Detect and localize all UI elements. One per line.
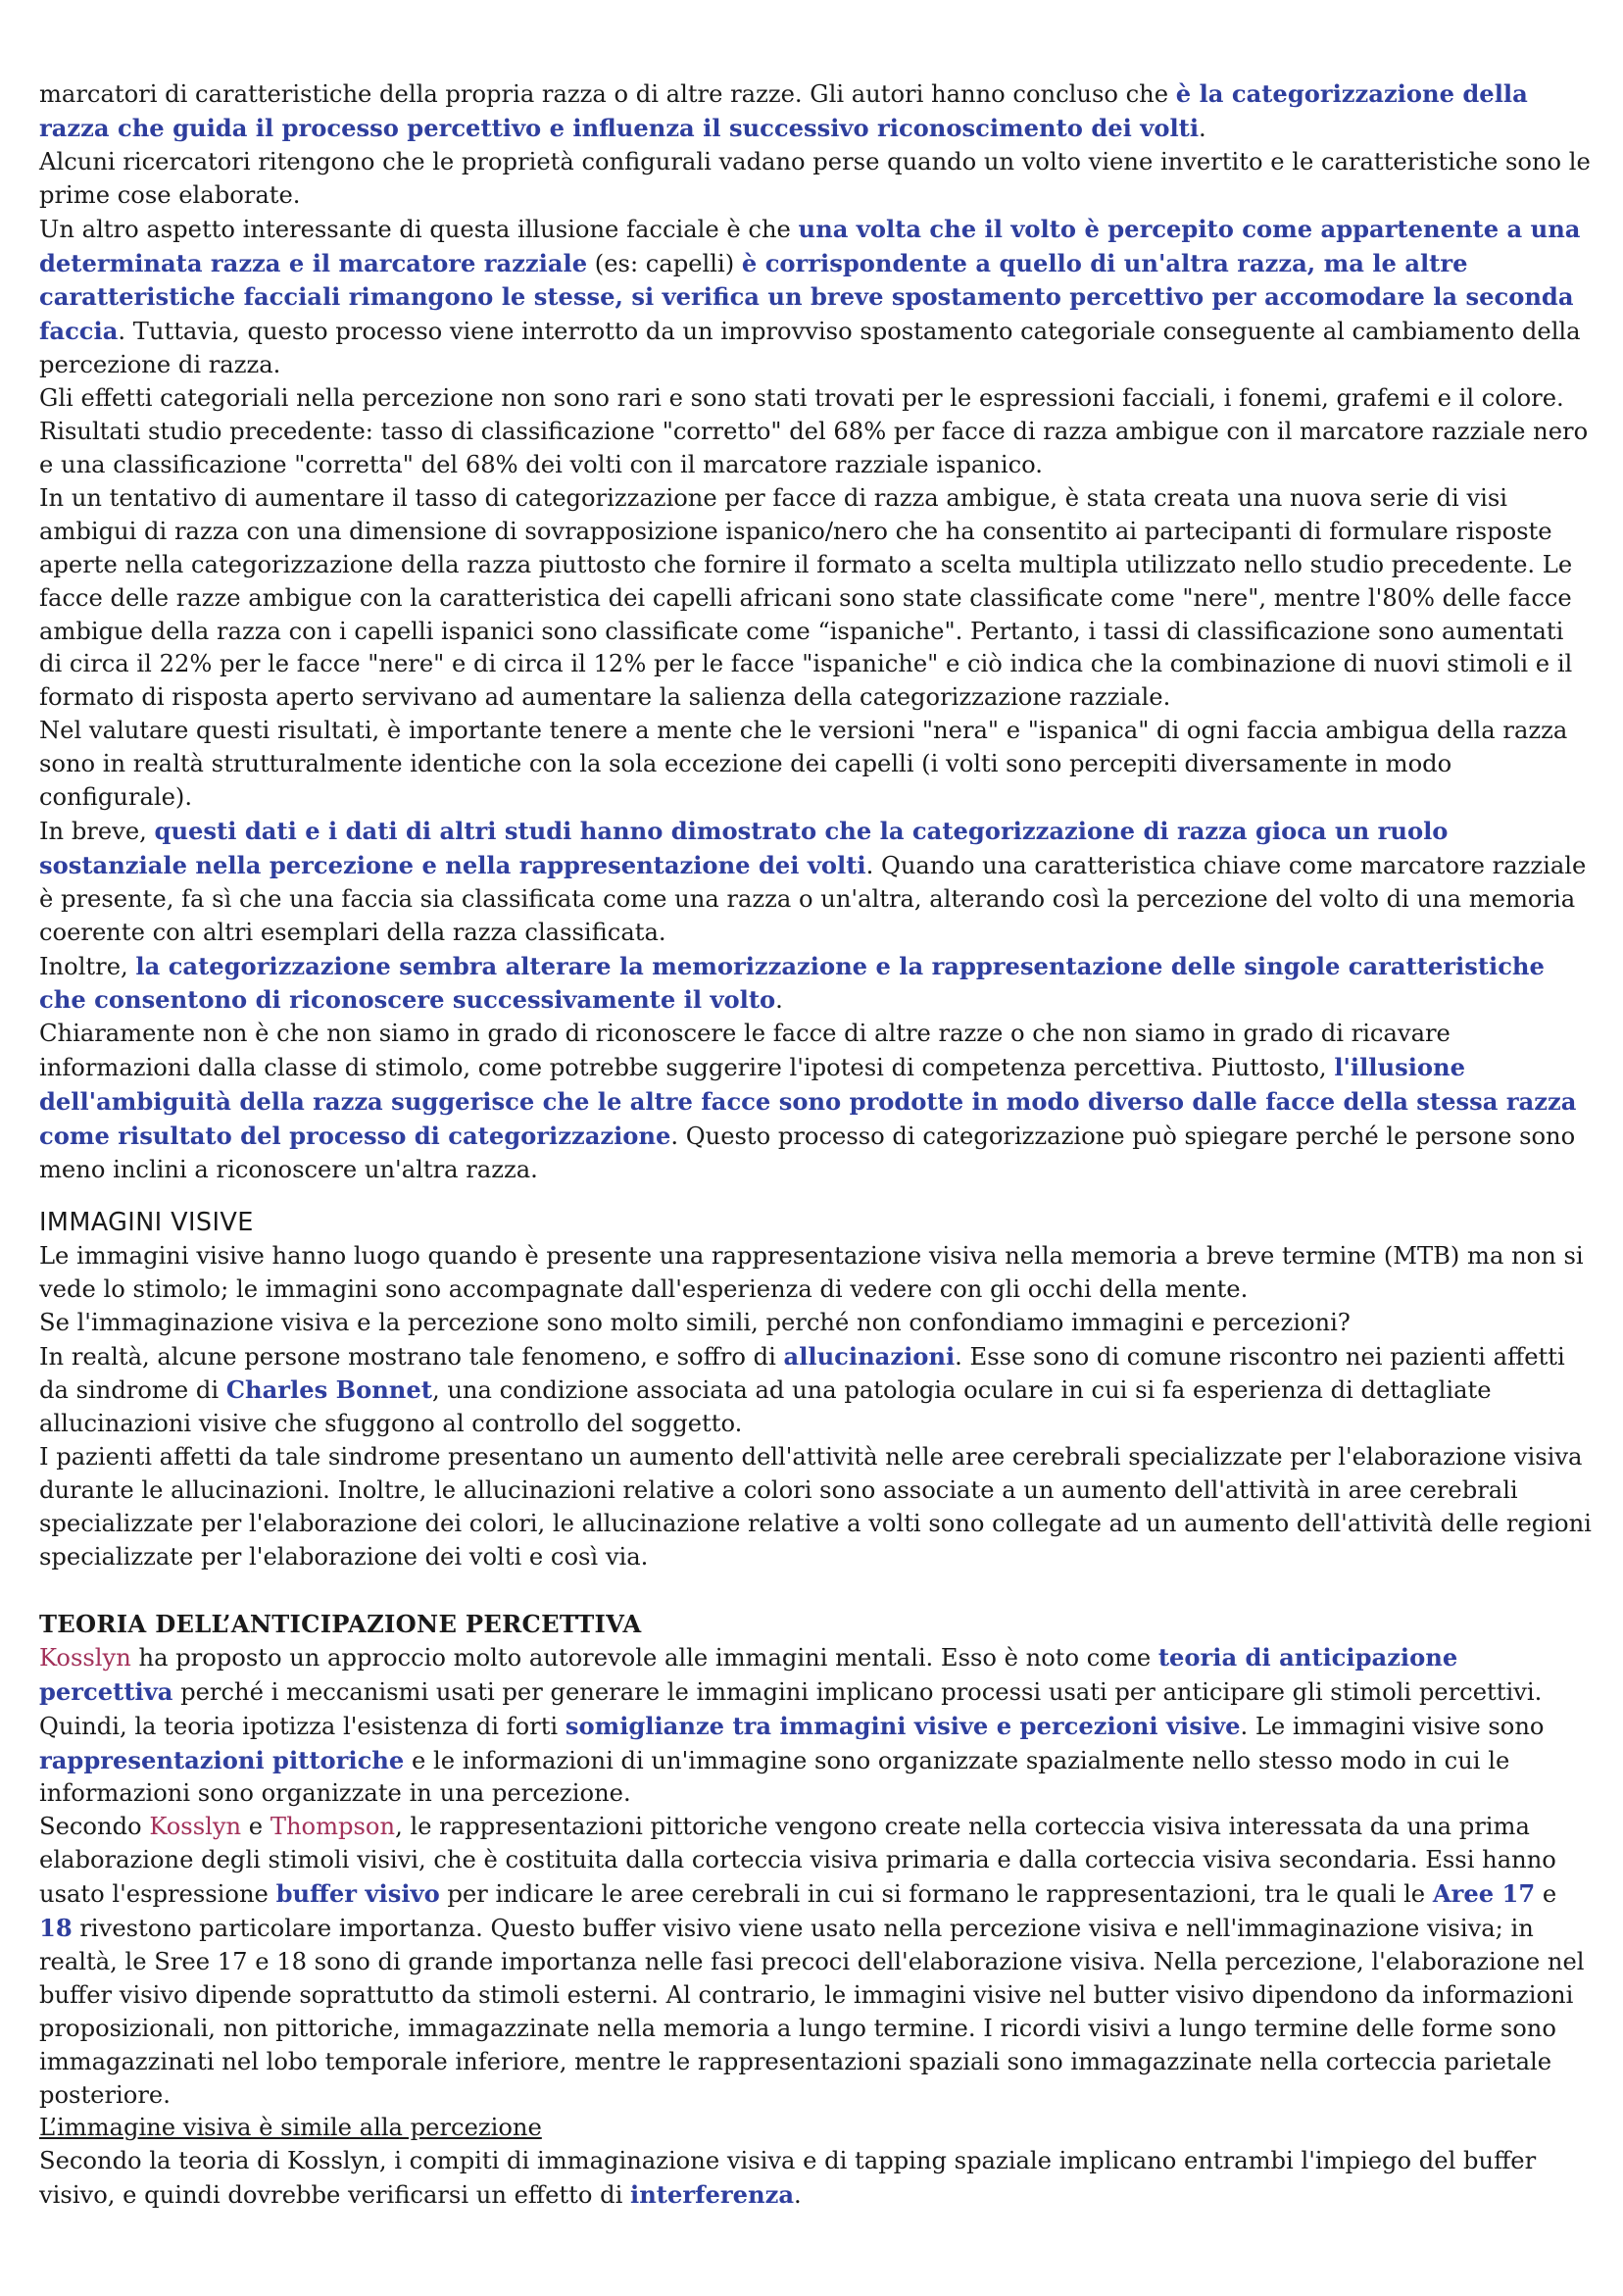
emphasis: è corrispondente a quello di un'altra razza, ma le altre caratteristiche facciali rimangono le stesse, si verifica un breve spostamento percettivo per accomodare la seconda faccia xyxy=(39,248,1574,346)
paragraph: I pazienti affetti da tale sindrome presentano un aumento dell'attività nelle aree cerebrali specializzate per l'elaborazione visiva durante le allucinazioni. Inoltre, le allucinazioni relative a colori sono associate a un aumento dell'attività in aree cerebrali specializzate per l'elaborazione dei colori, le allucinazione relative a volti sono collegate ad un aumento dell'attività delle regioni specializzate per l'elaborazione dei volti e così via. xyxy=(39,1443,1592,1571)
subheading-underlined: L’immagine visiva è simile alla percezione xyxy=(39,2114,542,2142)
document-body xyxy=(39,77,1594,2213)
spacer xyxy=(39,1574,1594,1608)
emphasis: buffer visivo xyxy=(275,1879,440,1909)
author-name: Kosslyn xyxy=(39,1643,131,1672)
paragraph: Kosslyn ha proposto un approccio molto autorevole alle immagini mentali. Esso è noto come teoria di anticipazione percettiva perché i meccanismi usati per generare le immagini implicano processi usati per anticipare gli stimoli percettivi. Quindi, la teoria ipotizza l'esistenza di forti somiglianze tra immagini visive e percezioni visive. Le immagini visive sono rappresentazioni pittoriche e le informazioni di un'immagine sono organizzate spazialmente nello stesso modo in cui le informazioni sono organizzate in una percezione. xyxy=(39,1642,1545,1808)
emphasis: è la categorizzazione della razza che guida il processo percettivo e influenza il successivo riconoscimento dei volti xyxy=(39,79,1528,142)
emphasis: 18 xyxy=(39,1914,73,1943)
spacer xyxy=(39,1187,1594,1207)
author-name: Kosslyn xyxy=(149,1813,242,1841)
emphasis: Aree 17 xyxy=(1432,1879,1536,1909)
emphasis: la categorizzazione sembra alterare la memorizzazione e la rappresentazione delle singole caratteristiche che consentono di riconoscere successivamente il volto xyxy=(39,951,1545,1015)
paragraph: Un altro aspetto interessante di questa illusione facciale è che una volta che il volto è percepito come appartenente a una determinata razza e il marcatore razziale (es: capelli) è corrispondente a quello di un'altra razza, ma le altre caratteristiche facciali rimangono le stesse, si verifica un breve spostamento percettivo per accomodare la seconda faccia. Tuttavia, questo processo viene interrotto da un improvviso spostamento categoriale conseguente al cambiamento della percezione di razza. xyxy=(39,214,1581,379)
paragraph: Chiaramente non è che non siamo in grado di riconoscere le facce di altre razze o che non siamo in grado di ricavare informazioni dalla classe di stimolo, come potrebbe suggerire l'ipotesi di competenza percettiva. Piuttosto, l'illusione dell'ambiguità della razza suggerisce che le altre facce sono prodotte in modo diverso dalle facce della stessa razza come risultato del processo di categorizzazione. Questo processo di categorizzazione può spiegare perché le persone sono meno inclini a riconoscere un'altra razza. xyxy=(39,1020,1577,1183)
paragraph: Secondo la teoria di Kosslyn, i compiti di immaginazione visiva e di tapping spaziale implicano entrambi l'impiego del buffer visivo, e quindi dovrebbe verificarsi un effetto di interferenza. xyxy=(39,2147,1537,2210)
emphasis: questi dati e i dati di altri studi hanno dimostrato che la categorizzazione di razza gioca un ruolo sostanziale nella percezione e nella rappresentazione dei volti xyxy=(39,816,1449,879)
paragraph: Inoltre, la categorizzazione sembra alterare la memorizzazione e la rappresentazione delle singole caratteristiche che consentono di riconoscere successivamente il volto. xyxy=(39,951,1545,1015)
paragraph: In realtà, alcune persone mostrano tale fenomeno, e soffro di allucinazioni. Esse sono di comune riscontro nei pazienti affetti da sindrome di Charles Bonnet, una condizione associata ad una patologia oculare in cui si fa esperienza di dettagliate allucinazioni visive che sfuggono al controllo del soggetto. xyxy=(39,1341,1565,1438)
paragraph: In breve, questi dati e i dati di altri studi hanno dimostrato che la categorizzazione di razza gioca un ruolo sostanziale nella percezione e nella rappresentazione dei volti. Quando una caratteristica chiave come marcatore razziale è presente, fa sì che una faccia sia classificata come una razza o un'altra, alterando così la percezione del volto di una memoria coerente con altri esemplari della razza classificata. xyxy=(39,816,1587,946)
paragraph: Risultati studio precedente: tasso di classificazione "corretto" del 68% per facce di razza ambigue con il marcatore razziale nero e una classificazione "corretta" del 68% dei volti con il marcatore razziale ispanico. xyxy=(39,418,1589,478)
emphasis: interferenza xyxy=(630,2180,795,2210)
emphasis: allucinazioni xyxy=(783,1341,956,1371)
paragraph: Nel valutare questi risultati, è importante tenere a mente che le versioni "nera" e "ispanica" di ogni faccia ambigua della razza sono in realtà strutturalmente identiche con la sola eccezione dei capelli (i volti sono percepiti diversamente in modo configurale). xyxy=(39,717,1568,812)
section-heading-immagini-visive: IMMAGINI VISIVE xyxy=(39,1207,254,1237)
paragraph: marcatori di caratteristiche della propria razza o di altre razze. Gli autori hanno concluso che è la categorizzazione della razza che guida il processo percettivo e influenza il successivo riconoscimento dei volti. xyxy=(39,79,1528,142)
author-name: Thompson xyxy=(270,1813,396,1841)
emphasis: teoria di anticipazione percettiva xyxy=(39,1642,1458,1706)
paragraph: Se l'immaginazione visiva e la percezione sono molto simili, perché non confondiamo immagini e percezioni? xyxy=(39,1308,1351,1336)
emphasis: rappresentazioni pittoriche xyxy=(39,1745,405,1774)
paragraph: Alcuni ricercatori ritengono che le proprietà configurali vadano perse quando un volto viene invertito e le caratteristiche sono le prime cose elaborate. xyxy=(39,147,1591,209)
emphasis: l'illusione dell'ambiguità della razza suggerisce che le altre facce sono prodotte in modo diverso dalle facce della stessa razza come risultato del processo di categorizzazione xyxy=(39,1053,1577,1151)
paragraph: In un tentativo di aumentare il tasso di categorizzazione per facce di razza ambigue, è stata creata una nuova serie di visi ambigui di razza con una dimensione di sovrapposizione ispanico/nero che ha consentito ai partecipanti di formulare risposte aperte nella categorizzazione della razza piuttosto che fornire il formato a scelta multipla utilizzato nello studio precedente. Le facce delle razze ambigue con la caratteristica dei capelli africani sono state classificate come "nere", mentre l'80% delle facce ambigue della razza con i capelli ispanici sono classificate come “ispaniche". Pertanto, i tassi di classificazione sono aumentati di circa il 22% per le facce "nere" e di circa il 12% per le facce "ispaniche" e ciò indica che la combinazione di nuovi stimoli e il formato di risposta aperto servivano ad aumentare la salienza della categorizzazione razziale. xyxy=(39,483,1573,712)
emphasis: una volta che il volto è percepito come appartenente a una determinata razza e il marcatore razziale xyxy=(39,214,1581,277)
emphasis: Charles Bonnet xyxy=(225,1375,432,1405)
paragraph: Secondo Kosslyn e Thompson, le rappresentazioni pittoriche vengono create nella corteccia visiva interessata da una prima elaborazione degli stimoli visivi, che è costituita dalla corteccia visiva primaria e dalla corteccia visiva secondaria. Essi hanno usato l'espressione buffer visivo per indicare le aree cerebrali in cui si formano le rappresentazioni, tra le quali le Aree 17 e 18 rivestono particolare importanza. Questo buffer visivo viene usato nella percezione visiva e nell'immaginazione visiva; in realtà, le Sree 17 e 18 sono di grande importanza nelle fasi precoci dell'elaborazione visiva. Nella percezione, l'elaborazione nel buffer visivo dipende soprattutto da stimoli esterni. Al contrario, le immagini visive nel butter visivo dipendono da informazioni proposizionali, non pittoriche, immagazzinate nella memoria a lungo termine. I ricordi visivi a lungo termine delle forme sono immagazzinati nel lobo temporale inferiore, mentre le rappresentazioni spaziali sono immagazzinate nella corteccia parietale posteriore. xyxy=(39,1813,1585,2109)
paragraph: Le immagini visive hanno luogo quando è presente una rappresentazione visiva nella memoria a breve termine (MTB) ma non si vede lo stimolo; le immagini sono accompagnate dall'esperienza di vedere con gli occhi della mente. xyxy=(39,1241,1584,1303)
emphasis: somiglianze tra immagini visive e percezioni visive xyxy=(565,1711,1241,1740)
paragraph: Gli effetti categoriali nella percezione non sono rari e sono stati trovati per le espressioni facciali, i fonemi, grafemi e il colore. xyxy=(39,384,1564,413)
section-heading-teoria: TEORIA DELL’ANTICIPAZIONE PERCETTIVA xyxy=(39,1609,642,1638)
